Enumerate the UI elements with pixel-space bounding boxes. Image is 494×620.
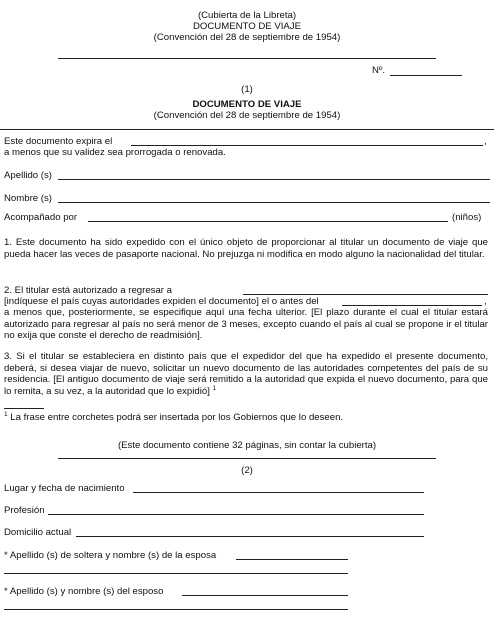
birth-label: Lugar y fecha de nacimiento — [4, 483, 125, 494]
paragraph-1: 1. Este documento ha sido expedido con el único objeto de proporcionar al titular un documento de viaje que pueda hacer las veces de pasaporte nacional. No prejuzga ni modifica en modo alguno la nacionalidad del titular. — [4, 237, 488, 260]
domicile-field[interactable] — [76, 536, 424, 537]
cover-divider — [58, 58, 436, 59]
footnote-text: La frase entre corchetes podrá ser insertada por los Gobiernos que lo deseen. — [10, 412, 344, 423]
footnote-rule — [4, 408, 44, 409]
profession-field[interactable] — [48, 514, 424, 515]
birth-field[interactable] — [133, 492, 424, 493]
husband-field-line-2[interactable] — [4, 609, 348, 610]
domicile-label: Domicilio actual — [4, 527, 72, 538]
footnote-mark: 1 — [4, 410, 8, 418]
expiry-date-field[interactable] — [131, 145, 483, 146]
expiry-line-2: a menos que su validez sea prorrogada o renovada. — [4, 147, 226, 158]
name-field[interactable] — [58, 202, 490, 203]
paragraph-2-start: 2. El titular está autorizado a regresar a — [4, 285, 172, 296]
surname-field[interactable] — [58, 179, 490, 180]
section1-title: DOCUMENTO DE VIAJE — [192, 99, 302, 110]
return-comma: , — [484, 296, 487, 307]
wife-field[interactable] — [236, 559, 348, 560]
pages-note: (Este documento contiene 32 páginas, sin contar la cubierta) — [117, 440, 377, 451]
section1-top-divider — [0, 129, 494, 130]
surname-label: Apellido (s) — [4, 170, 52, 181]
paragraph-3 — [4, 351, 488, 397]
paragraph-2-middle: [indíquese el país cuyas autoridades expiden el documento] el o antes del — [4, 296, 319, 307]
accompanied-label: Acompañado por — [4, 212, 78, 223]
section2-heading: (2) — [241, 465, 253, 476]
cover-line-3: (Convención del 28 de septiembre de 1954) — [153, 32, 341, 43]
number-label: Nº. — [372, 65, 386, 76]
number-field[interactable] — [390, 75, 462, 76]
expiry-comma: , — [484, 136, 487, 147]
cover-line-2: DOCUMENTO DE VIAJE — [192, 21, 302, 32]
expiry-label: Este documento expira el — [4, 136, 113, 147]
wife-field-line-2[interactable] — [4, 573, 348, 574]
cover-line-1: (Cubierta de la Libreta) — [197, 10, 297, 21]
husband-field[interactable] — [182, 595, 348, 596]
profession-label: Profesión — [4, 505, 45, 516]
name-label: Nombre (s) — [4, 193, 52, 204]
husband-label: * Apellido (s) y nombre (s) del esposo — [4, 586, 164, 597]
section1-heading: (1) — [241, 84, 253, 95]
accompanied-field[interactable] — [88, 221, 448, 222]
section1-subtitle: (Convención del 28 de septiembre de 1954) — [153, 110, 341, 121]
paragraph-3-footnote-mark: 1 — [212, 384, 217, 392]
paragraph-3-text: 3. Si el titular se estableciera en distinto país que el expedidor del que ha expedido el presente documento, deberá, si desea viajar de nuevo, solicitar un nuevo documento de las autoridades competentes del país de su residencia. [El antiguo documento de viaje será remitido a la autoridad que expida el nuevo documento, para que lo remita, a su vez, a la autoridad que lo expidió] — [4, 351, 488, 397]
wife-label: * Apellido (s) de soltera y nombre (s) de la esposa — [4, 550, 217, 561]
paragraph-2-rest: a menos que, posteriormente, se especifique aquí una fecha ulterior. [El plazo durante el cual el titular estará autorizado para regresar al país no será menor de 3 meses, excepto cuando el país al cual se propone ir el titular no exija que conste el derecho de readmisión]. — [4, 307, 488, 341]
return-country-field[interactable] — [243, 294, 488, 295]
footnote — [4, 412, 343, 424]
section1-bottom-divider — [58, 458, 436, 459]
children-label: (niños) — [452, 212, 482, 223]
return-date-field[interactable] — [342, 305, 482, 306]
